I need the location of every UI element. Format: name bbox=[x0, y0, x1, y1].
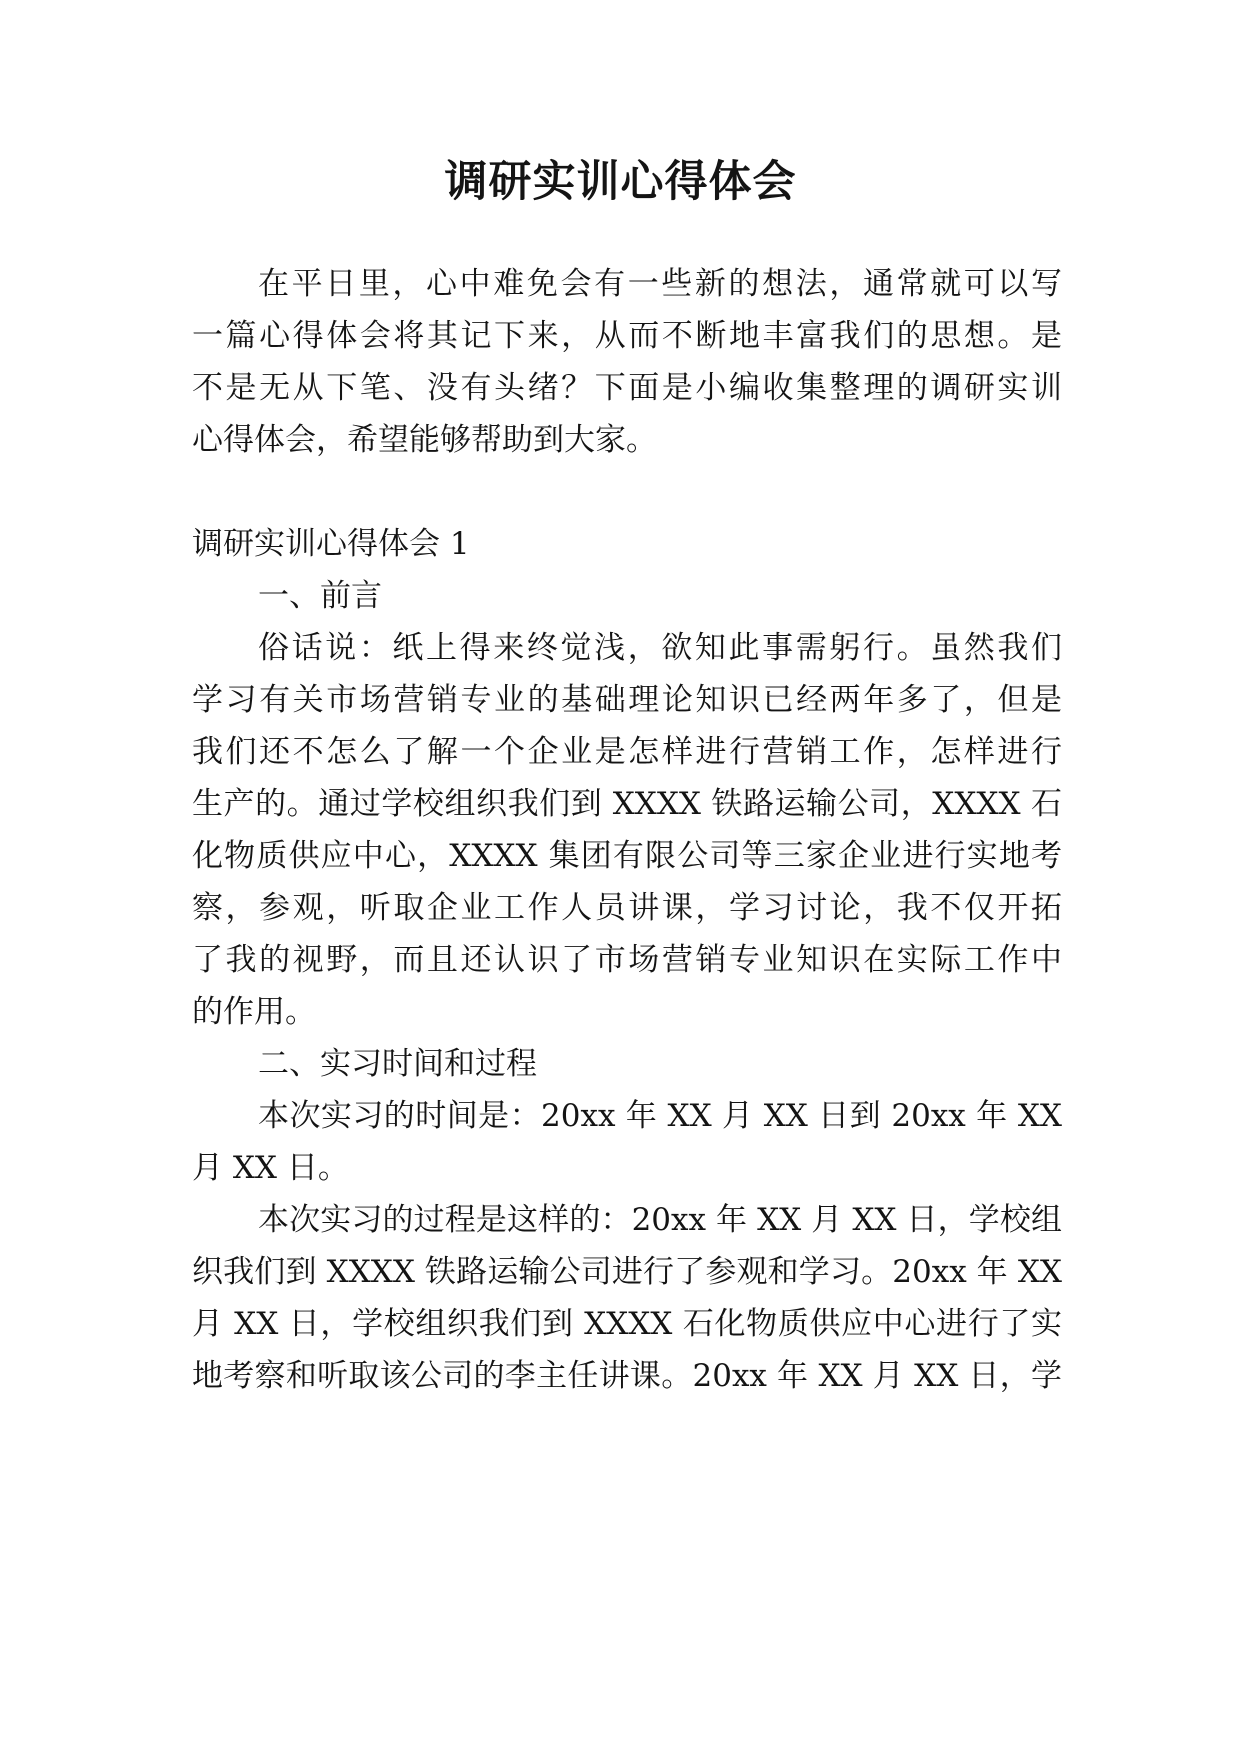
process-line-2: 织我们到 XXXX 铁路运输公司进行了参观和学习。20xx 年 XX bbox=[192, 1254, 1062, 1290]
subheading-time-process: 二、实习时间和过程 bbox=[258, 1046, 537, 1082]
preface-line-6: 察，参观，听取企业工作人员讲课，学习讨论，我不仅开拓 bbox=[192, 890, 1062, 926]
time-line-2: 月 XX 日。 bbox=[192, 1150, 349, 1186]
intro-line-1: 在平日里，心中难免会有一些新的想法，通常就可以写 bbox=[258, 266, 1062, 302]
intro-line-2: 一篇心得体会将其记下来，从而不断地丰富我们的思想。是 bbox=[192, 318, 1062, 354]
process-line-3: 月 XX 日，学校组织我们到 XXXX 石化物质供应中心进行了实 bbox=[192, 1306, 1062, 1342]
preface-line-4: 生产的。通过学校组织我们到 XXXX 铁路运输公司，XXXX 石 bbox=[192, 786, 1062, 822]
intro-line-3: 不是无从下笔、没有头绪？下面是小编收集整理的调研实训 bbox=[192, 370, 1062, 406]
section-heading: 调研实训心得体会 1 bbox=[192, 526, 470, 562]
preface-line-3: 我们还不怎么了解一个企业是怎样进行营销工作，怎样进行 bbox=[192, 734, 1062, 770]
preface-line-7: 了我的视野，而且还认识了市场营销专业知识在实际工作中 bbox=[192, 942, 1062, 978]
preface-line-8: 的作用。 bbox=[192, 994, 316, 1030]
preface-line-5: 化物质供应中心，XXXX 集团有限公司等三家企业进行实地考 bbox=[192, 838, 1062, 874]
intro-line-4: 心得体会，希望能够帮助到大家。 bbox=[192, 422, 657, 458]
process-line-4: 地考察和听取该公司的李主任讲课。20xx 年 XX 月 XX 日，学 bbox=[192, 1358, 1062, 1394]
document-title: 调研实训心得体会 bbox=[444, 157, 797, 207]
subheading-preface: 一、前言 bbox=[258, 578, 382, 614]
preface-line-1: 俗话说：纸上得来终觉浅，欲知此事需躬行。虽然我们 bbox=[258, 630, 1062, 666]
preface-line-2: 学习有关市场营销专业的基础理论知识已经两年多了，但是 bbox=[192, 682, 1062, 718]
process-line-1: 本次实习的过程是这样的：20xx 年 XX 月 XX 日，学校组 bbox=[258, 1202, 1062, 1238]
time-line-1: 本次实习的时间是：20xx 年 XX 月 XX 日到 20xx 年 XX bbox=[258, 1098, 1062, 1134]
